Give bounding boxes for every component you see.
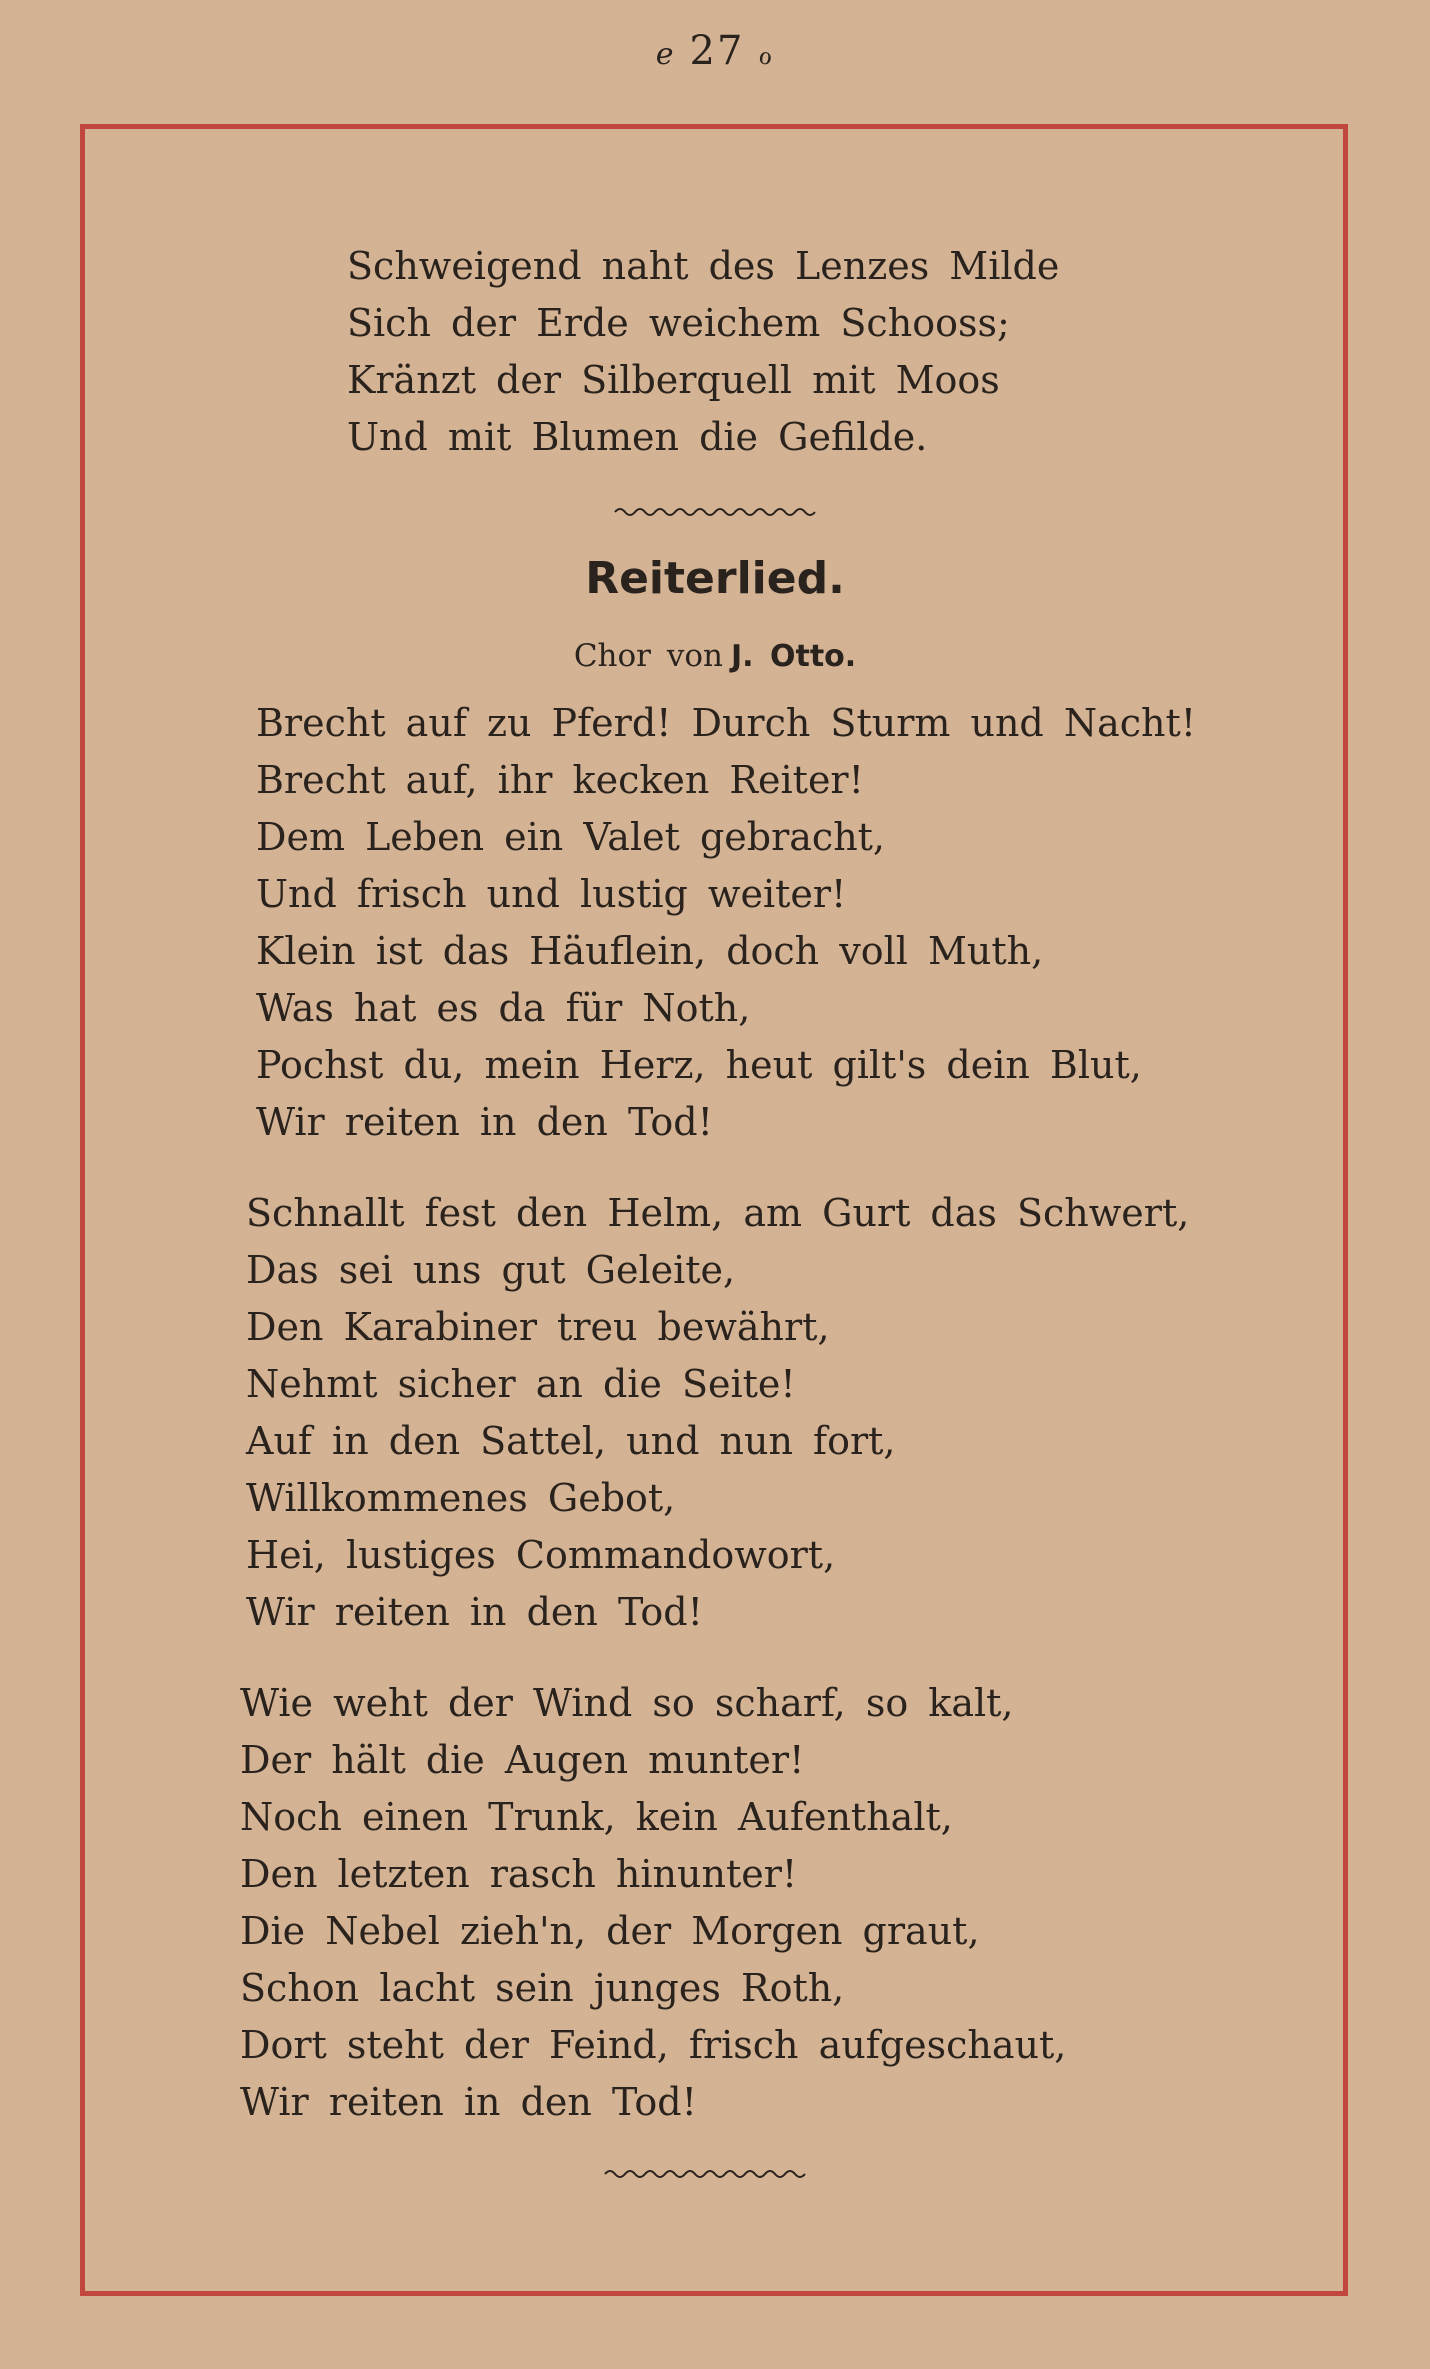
ornament-right-icon: ℴ bbox=[758, 36, 775, 72]
poem-line: Das sei uns gut Geleite, bbox=[246, 1248, 736, 1292]
page-header bbox=[0, 28, 1430, 74]
poem-line: Wir reiten in den Tod! bbox=[256, 1100, 713, 1144]
poem-line: Kränzt der Silberquell mit Moos bbox=[347, 358, 1000, 402]
poem-line: Hei, lustiges Commandowort, bbox=[246, 1533, 836, 1577]
poem-line: Den Karabiner treu bewährt, bbox=[246, 1305, 830, 1349]
poem-line: Wir reiten in den Tod! bbox=[240, 2080, 697, 2124]
ornament-left-icon: ℯ bbox=[655, 36, 676, 72]
poem-line: Schon lacht sein junges Roth, bbox=[240, 1966, 845, 2010]
composer-name: J. Otto. bbox=[730, 639, 857, 674]
stanza-1 bbox=[256, 695, 1196, 1151]
poem-line: Sich der Erde weichem Schooss; bbox=[347, 301, 1010, 345]
stanza-2 bbox=[246, 1185, 1189, 1641]
poem-line: Und mit Blumen die Gefilde. bbox=[347, 415, 928, 459]
poem-line: Klein ist das Häuflein, doch voll Muth, bbox=[256, 929, 1044, 973]
previous-poem-stanza bbox=[347, 238, 1059, 466]
poem-line: Auf in den Sattel, und nun fort, bbox=[246, 1419, 896, 1463]
poem-line: Noch einen Trunk, kein Aufenthalt, bbox=[240, 1795, 953, 1839]
poem-line: Pochst du, mein Herz, heut gilt's dein Blut, bbox=[256, 1043, 1142, 1087]
poem-line: Die Nebel zieh'n, der Morgen graut, bbox=[240, 1909, 980, 1953]
wavy-divider bbox=[0, 2166, 1430, 2182]
poem-line: Schweigend naht des Lenzes Milde bbox=[347, 244, 1060, 288]
poem-line: Den letzten rasch hinunter! bbox=[240, 1852, 798, 1896]
poem-line: Brecht auf, ihr kecken Reiter! bbox=[256, 758, 864, 802]
poem-line: Der hält die Augen munter! bbox=[240, 1738, 805, 1782]
poem-line: Was hat es da für Noth, bbox=[256, 986, 751, 1030]
poem-line: Und frisch und lustig weiter! bbox=[256, 872, 847, 916]
stanza-3 bbox=[240, 1675, 1066, 2131]
poem-subtitle bbox=[0, 638, 1430, 674]
wavy-divider bbox=[0, 504, 1430, 520]
poem-line: Brecht auf zu Pferd! Durch Sturm und Nacht! bbox=[256, 701, 1197, 745]
poem-line: Dem Leben ein Valet gebracht, bbox=[256, 815, 886, 859]
poem-line: Willkommenes Gebot, bbox=[246, 1476, 676, 1520]
poem-line: Nehmt sicher an die Seite! bbox=[246, 1362, 796, 1406]
poem-line: Wir reiten in den Tod! bbox=[246, 1590, 703, 1634]
poem-line: Dort steht der Feind, frisch aufgeschaut, bbox=[240, 2023, 1067, 2067]
poem-title: Reiterlied. bbox=[585, 553, 845, 604]
page-number: 27 bbox=[689, 28, 745, 74]
poem-line: Schnallt fest den Helm, am Gurt das Schwert, bbox=[246, 1191, 1190, 1235]
subtitle-prefix: Chor von bbox=[573, 638, 723, 674]
poem-line: Wie weht der Wind so scharf, so kalt, bbox=[240, 1681, 1014, 1725]
